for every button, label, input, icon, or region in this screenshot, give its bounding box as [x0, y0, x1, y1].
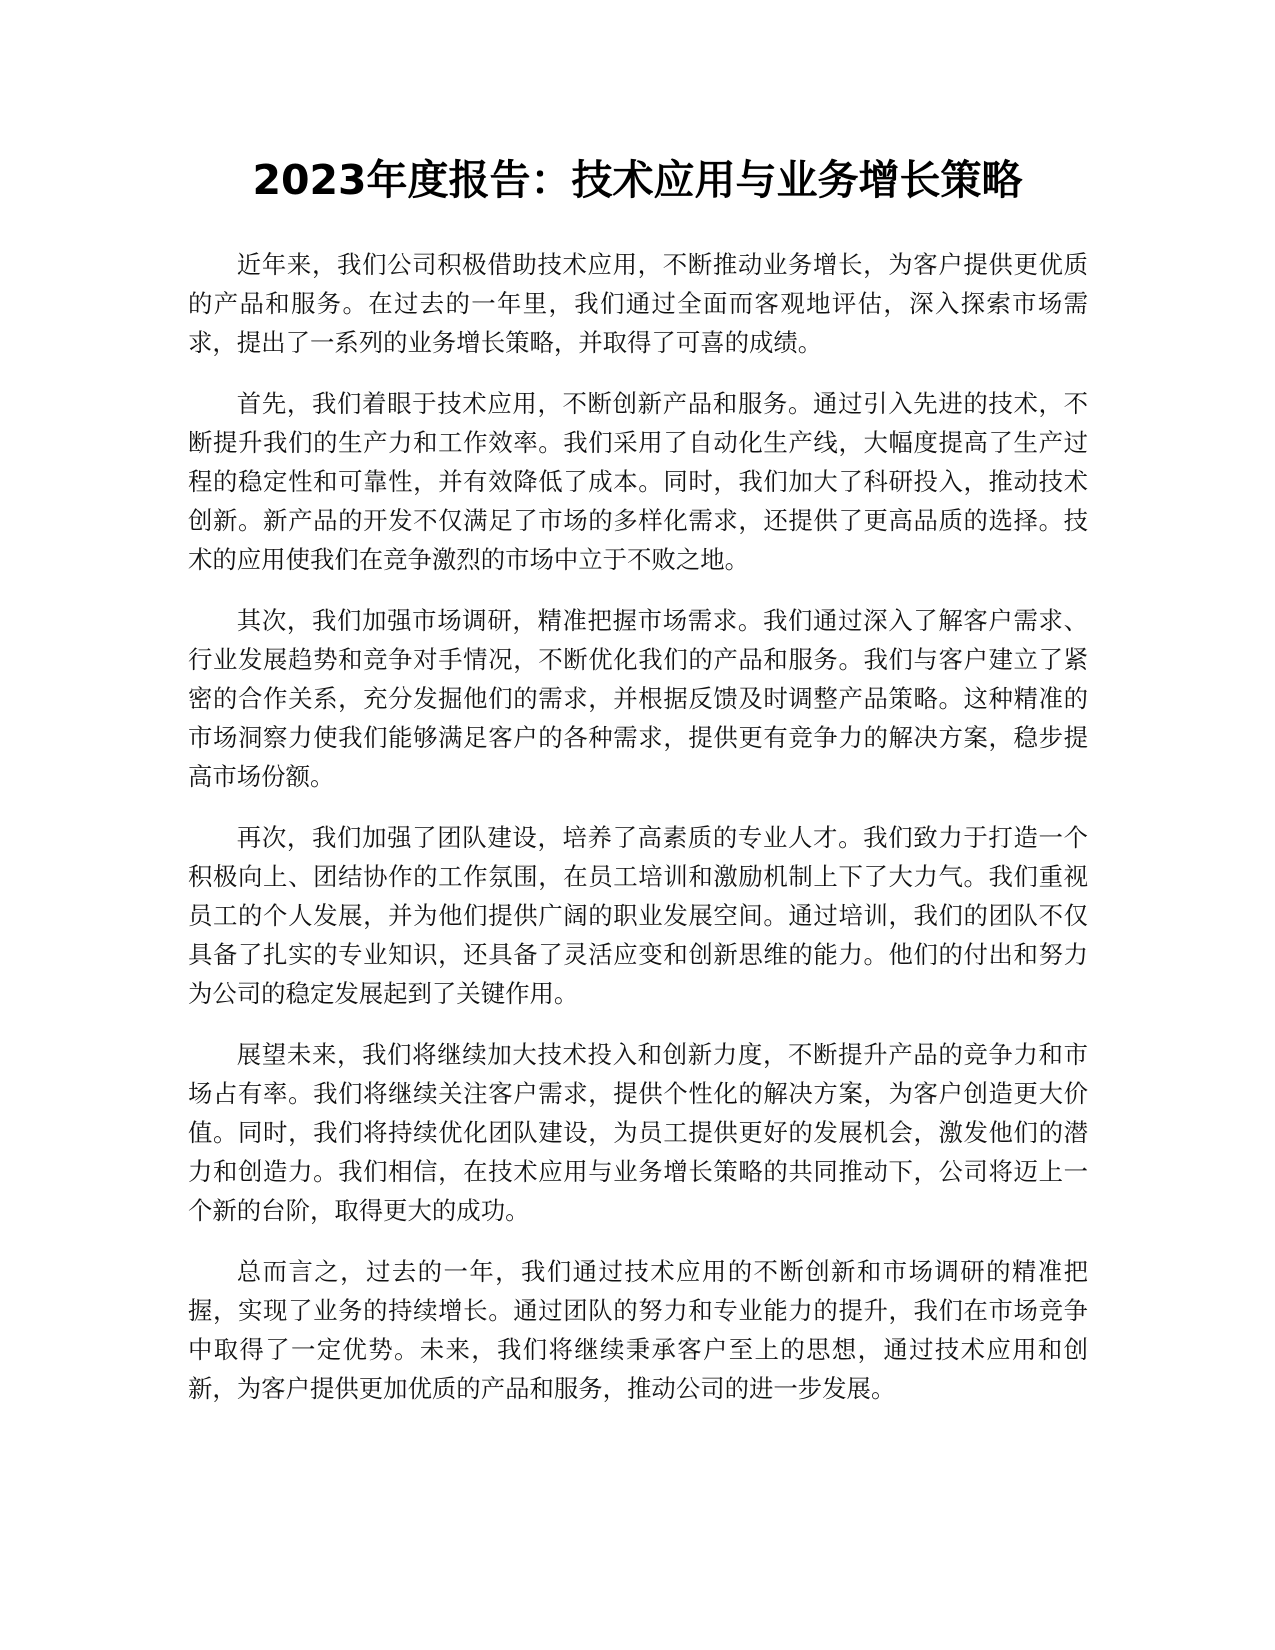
paragraph-intro: 近年来，我们公司积极借助技术应用，不断推动业务增长，为客户提供更优质的产品和服务。在过去的一年里，我们通过全面而客观地评估，深入探索市场需求，提出了一系列的业务增长策略，并取得了可喜的成绩。 [188, 250, 1088, 357]
paragraph-summary: 总而言之，过去的一年，我们通过技术应用的不断创新和市场调研的精准把握，实现了业务的持续增长。通过团队的努力和专业能力的提升，我们在市场竞争中取得了一定优势。未来，我们将继续秉承客户至上的思想，通过技术应用和创新，为客户提供更加优质的产品和服务，推动公司的进一步发展。 [188, 1257, 1088, 1403]
paragraph-market-research: 其次，我们加强市场调研，精准把握市场需求。我们通过深入了解客户需求、行业发展趋势和竞争对手情况，不断优化我们的产品和服务。我们与客户建立了紧密的合作关系，充分发掘他们的需求，并根据反馈及时调整产品策略。这种精准的市场洞察力使我们能够满足客户的各种需求，提供更有竞争力的解决方案，稳步提高市场份额。 [188, 606, 1088, 791]
document-body [188, 245, 1088, 1430]
document-title: 2023年度报告：技术应用与业务增长策略 [252, 156, 1023, 204]
paragraph-team-building: 再次，我们加强了团队建设，培养了高素质的专业人才。我们致力于打造一个积极向上、团结协作的工作氛围，在员工培训和激励机制上下了大力气。我们重视员工的个人发展，并为他们提供广阔的职业发展空间。通过培训，我们的团队不仅具备了扎实的专业知识，还具备了灵活应变和创新思维的能力。他们的付出和努力为公司的稳定发展起到了关键作用。 [188, 823, 1088, 1008]
paragraph-technology: 首先，我们着眼于技术应用，不断创新产品和服务。通过引入先进的技术，不断提升我们的生产力和工作效率。我们采用了自动化生产线，大幅度提高了生产过程的稳定性和可靠性，并有效降低了成本。同时，我们加大了科研投入，推动技术创新。新产品的开发不仅满足了市场的多样化需求，还提供了更高品质的选择。技术的应用使我们在竞争激烈的市场中立于不败之地。 [188, 389, 1088, 574]
paragraph-outlook: 展望未来，我们将继续加大技术投入和创新力度，不断提升产品的竞争力和市场占有率。我们将继续关注客户需求，提供个性化的解决方案，为客户创造更大价值。同时，我们将持续优化团队建设，为员工提供更好的发展机会，激发他们的潜力和创造力。我们相信，在技术应用与业务增长策略的共同推动下，公司将迈上一个新的台阶，取得更大的成功。 [188, 1040, 1088, 1225]
